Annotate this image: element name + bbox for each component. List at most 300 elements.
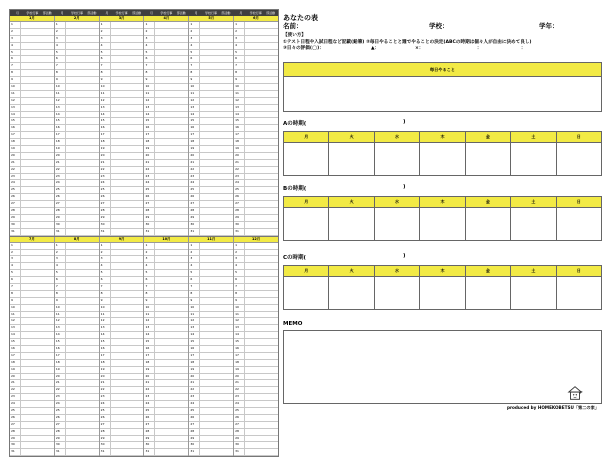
day-row[interactable] — [55, 270, 99, 277]
day-row[interactable] — [189, 312, 233, 319]
day-entry-cell[interactable] — [245, 367, 278, 373]
weekday-entry-cell[interactable] — [329, 208, 373, 240]
day-entry-cell[interactable] — [66, 167, 99, 173]
day-row[interactable] — [10, 243, 54, 250]
day-row[interactable] — [189, 112, 233, 119]
day-entry-cell[interactable] — [200, 167, 233, 173]
day-row[interactable] — [189, 132, 233, 139]
day-row[interactable] — [10, 263, 54, 270]
day-row[interactable] — [55, 215, 99, 222]
day-entry-cell[interactable] — [21, 36, 54, 42]
day-entry-cell[interactable] — [21, 84, 54, 90]
day-row[interactable] — [100, 360, 144, 367]
day-entry-cell[interactable] — [200, 408, 233, 414]
day-entry-cell[interactable] — [21, 346, 54, 352]
day-entry-cell[interactable] — [200, 339, 233, 345]
day-row[interactable] — [144, 125, 188, 132]
day-entry-cell[interactable] — [66, 387, 99, 393]
day-entry-cell[interactable] — [155, 263, 188, 269]
day-row[interactable] — [234, 174, 278, 181]
day-row[interactable] — [234, 132, 278, 139]
day-row[interactable] — [234, 353, 278, 360]
day-entry-cell[interactable] — [111, 36, 144, 42]
day-entry-cell[interactable] — [21, 360, 54, 366]
day-row[interactable] — [10, 442, 54, 449]
day-row[interactable] — [144, 139, 188, 146]
day-entry-cell[interactable] — [111, 208, 144, 214]
day-row[interactable] — [10, 180, 54, 187]
day-entry-cell[interactable] — [21, 291, 54, 297]
day-row[interactable] — [144, 118, 188, 125]
day-row[interactable] — [55, 318, 99, 325]
day-row[interactable] — [189, 22, 233, 29]
day-row[interactable] — [10, 229, 54, 236]
day-entry-cell[interactable] — [21, 277, 54, 283]
day-entry-cell[interactable] — [245, 112, 278, 118]
day-entry-cell[interactable] — [66, 346, 99, 352]
day-entry-cell[interactable] — [200, 63, 233, 69]
day-entry-cell[interactable] — [155, 91, 188, 97]
day-entry-cell[interactable] — [66, 305, 99, 311]
day-row[interactable] — [234, 291, 278, 298]
day-entry-cell[interactable] — [21, 29, 54, 35]
day-entry-cell[interactable] — [66, 77, 99, 83]
day-entry-cell[interactable] — [155, 367, 188, 373]
day-row[interactable] — [144, 36, 188, 43]
day-entry-cell[interactable] — [245, 353, 278, 359]
day-entry-cell[interactable] — [111, 132, 144, 138]
day-row[interactable] — [10, 408, 54, 415]
day-row[interactable] — [10, 298, 54, 305]
day-entry-cell[interactable] — [155, 332, 188, 338]
day-row[interactable] — [189, 298, 233, 305]
day-row[interactable] — [234, 387, 278, 394]
day-entry-cell[interactable] — [200, 332, 233, 338]
day-entry-cell[interactable] — [66, 146, 99, 152]
day-row[interactable] — [189, 208, 233, 215]
day-row[interactable] — [10, 367, 54, 374]
day-entry-cell[interactable] — [66, 160, 99, 166]
day-row[interactable] — [189, 394, 233, 401]
day-entry-cell[interactable] — [155, 174, 188, 180]
day-entry-cell[interactable] — [245, 222, 278, 228]
day-row[interactable] — [100, 50, 144, 57]
day-entry-cell[interactable] — [66, 394, 99, 400]
day-row[interactable] — [144, 222, 188, 229]
day-row[interactable] — [55, 208, 99, 215]
day-row[interactable] — [55, 194, 99, 201]
day-row[interactable] — [144, 29, 188, 36]
day-row[interactable] — [100, 442, 144, 449]
day-entry-cell[interactable] — [155, 77, 188, 83]
day-entry-cell[interactable] — [200, 84, 233, 90]
day-entry-cell[interactable] — [21, 174, 54, 180]
day-entry-cell[interactable] — [200, 112, 233, 118]
day-row[interactable] — [100, 229, 144, 236]
day-entry-cell[interactable] — [155, 408, 188, 414]
day-entry-cell[interactable] — [21, 284, 54, 290]
weekday-entry-cell[interactable] — [557, 208, 601, 240]
day-entry-cell[interactable] — [111, 84, 144, 90]
day-row[interactable] — [55, 153, 99, 160]
day-row[interactable] — [189, 194, 233, 201]
day-row[interactable] — [189, 325, 233, 332]
day-entry-cell[interactable] — [21, 194, 54, 200]
day-entry-cell[interactable] — [111, 284, 144, 290]
day-entry-cell[interactable] — [66, 408, 99, 414]
day-entry-cell[interactable] — [111, 401, 144, 407]
weekday-entry-cell[interactable] — [284, 208, 328, 240]
day-entry-cell[interactable] — [111, 77, 144, 83]
day-row[interactable] — [100, 408, 144, 415]
day-entry-cell[interactable] — [66, 98, 99, 104]
day-row[interactable] — [144, 277, 188, 284]
day-entry-cell[interactable] — [21, 436, 54, 442]
day-entry-cell[interactable] — [245, 194, 278, 200]
day-row[interactable] — [10, 29, 54, 36]
day-row[interactable] — [10, 256, 54, 263]
day-entry-cell[interactable] — [200, 194, 233, 200]
day-entry-cell[interactable] — [245, 56, 278, 62]
day-row[interactable] — [234, 408, 278, 415]
day-row[interactable] — [100, 98, 144, 105]
day-row[interactable] — [234, 167, 278, 174]
day-row[interactable] — [10, 436, 54, 443]
day-row[interactable] — [10, 270, 54, 277]
day-row[interactable] — [55, 408, 99, 415]
day-entry-cell[interactable] — [200, 250, 233, 256]
day-row[interactable] — [100, 105, 144, 112]
day-entry-cell[interactable] — [155, 353, 188, 359]
day-row[interactable] — [189, 353, 233, 360]
day-row[interactable] — [234, 160, 278, 167]
day-row[interactable] — [189, 118, 233, 125]
day-entry-cell[interactable] — [66, 118, 99, 124]
day-row[interactable] — [144, 442, 188, 449]
day-entry-cell[interactable] — [66, 153, 99, 159]
day-entry-cell[interactable] — [245, 180, 278, 186]
day-entry-cell[interactable] — [155, 374, 188, 380]
day-entry-cell[interactable] — [200, 284, 233, 290]
day-entry-cell[interactable] — [200, 325, 233, 331]
day-row[interactable] — [10, 415, 54, 422]
day-entry-cell[interactable] — [155, 56, 188, 62]
day-entry-cell[interactable] — [245, 284, 278, 290]
day-row[interactable] — [100, 270, 144, 277]
day-row[interactable] — [55, 291, 99, 298]
day-row[interactable] — [100, 263, 144, 270]
day-entry-cell[interactable] — [155, 187, 188, 193]
day-row[interactable] — [234, 401, 278, 408]
day-entry-cell[interactable] — [200, 201, 233, 207]
day-row[interactable] — [100, 318, 144, 325]
day-entry-cell[interactable] — [21, 263, 54, 269]
weekday-entry-cell[interactable] — [511, 208, 555, 240]
day-entry-cell[interactable] — [111, 118, 144, 124]
day-row[interactable] — [144, 160, 188, 167]
day-entry-cell[interactable] — [111, 153, 144, 159]
day-entry-cell[interactable] — [66, 194, 99, 200]
day-entry-cell[interactable] — [155, 70, 188, 76]
day-row[interactable] — [234, 380, 278, 387]
day-entry-cell[interactable] — [21, 325, 54, 331]
day-entry-cell[interactable] — [111, 250, 144, 256]
day-entry-cell[interactable] — [200, 160, 233, 166]
weekday-entry-cell[interactable] — [511, 277, 555, 309]
day-row[interactable] — [234, 125, 278, 132]
day-row[interactable] — [10, 449, 54, 456]
day-row[interactable] — [234, 118, 278, 125]
day-entry-cell[interactable] — [245, 84, 278, 90]
day-entry-cell[interactable] — [21, 318, 54, 324]
day-row[interactable] — [144, 422, 188, 429]
day-row[interactable] — [100, 43, 144, 50]
day-row[interactable] — [144, 332, 188, 339]
day-entry-cell[interactable] — [111, 201, 144, 207]
day-row[interactable] — [100, 167, 144, 174]
day-entry-cell[interactable] — [155, 250, 188, 256]
day-entry-cell[interactable] — [155, 146, 188, 152]
day-row[interactable] — [55, 50, 99, 57]
day-row[interactable] — [10, 401, 54, 408]
day-row[interactable] — [100, 305, 144, 312]
day-entry-cell[interactable] — [66, 91, 99, 97]
day-row[interactable] — [189, 84, 233, 91]
day-entry-cell[interactable] — [245, 318, 278, 324]
day-entry-cell[interactable] — [21, 415, 54, 421]
day-entry-cell[interactable] — [111, 222, 144, 228]
day-entry-cell[interactable] — [111, 305, 144, 311]
day-entry-cell[interactable] — [245, 408, 278, 414]
day-entry-cell[interactable] — [21, 160, 54, 166]
day-entry-cell[interactable] — [245, 187, 278, 193]
day-entry-cell[interactable] — [21, 298, 54, 304]
day-row[interactable] — [189, 29, 233, 36]
day-entry-cell[interactable] — [155, 394, 188, 400]
day-entry-cell[interactable] — [21, 353, 54, 359]
day-entry-cell[interactable] — [245, 36, 278, 42]
day-row[interactable] — [100, 146, 144, 153]
day-entry-cell[interactable] — [66, 374, 99, 380]
day-entry-cell[interactable] — [155, 105, 188, 111]
day-row[interactable] — [55, 387, 99, 394]
day-row[interactable] — [144, 256, 188, 263]
day-row[interactable] — [10, 380, 54, 387]
day-entry-cell[interactable] — [66, 250, 99, 256]
day-row[interactable] — [234, 442, 278, 449]
day-row[interactable] — [189, 125, 233, 132]
day-entry-cell[interactable] — [111, 43, 144, 49]
day-entry-cell[interactable] — [111, 174, 144, 180]
day-row[interactable] — [55, 77, 99, 84]
day-entry-cell[interactable] — [155, 243, 188, 249]
day-row[interactable] — [234, 194, 278, 201]
day-row[interactable] — [144, 394, 188, 401]
day-entry-cell[interactable] — [245, 22, 278, 28]
day-row[interactable] — [55, 174, 99, 181]
day-row[interactable] — [10, 277, 54, 284]
day-entry-cell[interactable] — [155, 442, 188, 448]
day-row[interactable] — [55, 139, 99, 146]
day-row[interactable] — [144, 353, 188, 360]
day-entry-cell[interactable] — [21, 387, 54, 393]
day-row[interactable] — [189, 229, 233, 236]
day-entry-cell[interactable] — [200, 401, 233, 407]
day-entry-cell[interactable] — [111, 167, 144, 173]
day-row[interactable] — [234, 332, 278, 339]
day-entry-cell[interactable] — [21, 201, 54, 207]
day-row[interactable] — [144, 77, 188, 84]
day-entry-cell[interactable] — [21, 70, 54, 76]
day-row[interactable] — [55, 436, 99, 443]
day-row[interactable] — [55, 243, 99, 250]
day-entry-cell[interactable] — [111, 229, 144, 235]
day-row[interactable] — [55, 374, 99, 381]
day-entry-cell[interactable] — [66, 180, 99, 186]
day-entry-cell[interactable] — [245, 387, 278, 393]
day-entry-cell[interactable] — [200, 449, 233, 455]
day-row[interactable] — [10, 174, 54, 181]
day-row[interactable] — [10, 77, 54, 84]
day-row[interactable] — [189, 167, 233, 174]
day-row[interactable] — [55, 367, 99, 374]
day-row[interactable] — [100, 174, 144, 181]
day-row[interactable] — [100, 387, 144, 394]
day-row[interactable] — [144, 132, 188, 139]
day-row[interactable] — [234, 374, 278, 381]
day-entry-cell[interactable] — [155, 139, 188, 145]
day-row[interactable] — [10, 208, 54, 215]
day-row[interactable] — [144, 325, 188, 332]
day-entry-cell[interactable] — [200, 222, 233, 228]
day-entry-cell[interactable] — [111, 318, 144, 324]
day-entry-cell[interactable] — [66, 187, 99, 193]
day-row[interactable] — [100, 29, 144, 36]
day-entry-cell[interactable] — [21, 229, 54, 235]
day-entry-cell[interactable] — [245, 50, 278, 56]
day-row[interactable] — [10, 167, 54, 174]
day-row[interactable] — [234, 180, 278, 187]
day-entry-cell[interactable] — [66, 139, 99, 145]
weekday-entry-cell[interactable] — [375, 277, 419, 309]
day-entry-cell[interactable] — [155, 201, 188, 207]
day-entry-cell[interactable] — [21, 332, 54, 338]
day-row[interactable] — [189, 284, 233, 291]
day-entry-cell[interactable] — [111, 125, 144, 131]
day-row[interactable] — [100, 394, 144, 401]
day-row[interactable] — [189, 180, 233, 187]
day-row[interactable] — [55, 36, 99, 43]
day-entry-cell[interactable] — [111, 277, 144, 283]
day-entry-cell[interactable] — [111, 449, 144, 455]
day-entry-cell[interactable] — [200, 125, 233, 131]
day-row[interactable] — [144, 91, 188, 98]
day-entry-cell[interactable] — [111, 91, 144, 97]
weekday-entry-cell[interactable] — [329, 143, 373, 175]
day-entry-cell[interactable] — [200, 387, 233, 393]
day-row[interactable] — [189, 77, 233, 84]
day-row[interactable] — [189, 153, 233, 160]
day-row[interactable] — [10, 422, 54, 429]
day-row[interactable] — [10, 194, 54, 201]
day-entry-cell[interactable] — [111, 243, 144, 249]
day-row[interactable] — [234, 29, 278, 36]
day-entry-cell[interactable] — [200, 98, 233, 104]
day-entry-cell[interactable] — [245, 298, 278, 304]
day-row[interactable] — [144, 436, 188, 443]
day-entry-cell[interactable] — [66, 84, 99, 90]
weekday-entry-cell[interactable] — [466, 208, 510, 240]
day-entry-cell[interactable] — [66, 401, 99, 407]
day-row[interactable] — [144, 229, 188, 236]
day-row[interactable] — [100, 222, 144, 229]
weekday-entry-cell[interactable] — [375, 143, 419, 175]
day-row[interactable] — [144, 105, 188, 112]
day-entry-cell[interactable] — [21, 408, 54, 414]
day-row[interactable] — [55, 63, 99, 70]
day-entry-cell[interactable] — [245, 380, 278, 386]
day-row[interactable] — [189, 105, 233, 112]
day-entry-cell[interactable] — [111, 360, 144, 366]
day-row[interactable] — [55, 187, 99, 194]
day-entry-cell[interactable] — [111, 387, 144, 393]
day-row[interactable] — [55, 339, 99, 346]
day-row[interactable] — [234, 187, 278, 194]
day-row[interactable] — [189, 339, 233, 346]
day-row[interactable] — [10, 353, 54, 360]
day-row[interactable] — [234, 263, 278, 270]
day-entry-cell[interactable] — [66, 56, 99, 62]
day-row[interactable] — [100, 36, 144, 43]
day-row[interactable] — [10, 250, 54, 257]
day-row[interactable] — [100, 118, 144, 125]
day-entry-cell[interactable] — [155, 449, 188, 455]
day-entry-cell[interactable] — [21, 77, 54, 83]
day-entry-cell[interactable] — [66, 277, 99, 283]
day-entry-cell[interactable] — [66, 353, 99, 359]
day-row[interactable] — [189, 187, 233, 194]
day-row[interactable] — [10, 56, 54, 63]
day-row[interactable] — [100, 312, 144, 319]
day-entry-cell[interactable] — [66, 312, 99, 318]
day-entry-cell[interactable] — [245, 208, 278, 214]
day-entry-cell[interactable] — [111, 263, 144, 269]
day-row[interactable] — [189, 36, 233, 43]
day-entry-cell[interactable] — [111, 325, 144, 331]
day-row[interactable] — [189, 305, 233, 312]
day-row[interactable] — [234, 91, 278, 98]
day-entry-cell[interactable] — [21, 63, 54, 69]
day-row[interactable] — [234, 449, 278, 456]
day-entry-cell[interactable] — [155, 291, 188, 297]
day-row[interactable] — [189, 408, 233, 415]
day-entry-cell[interactable] — [245, 105, 278, 111]
day-entry-cell[interactable] — [245, 146, 278, 152]
day-entry-cell[interactable] — [111, 112, 144, 118]
day-row[interactable] — [55, 353, 99, 360]
day-row[interactable] — [55, 256, 99, 263]
day-entry-cell[interactable] — [66, 436, 99, 442]
day-row[interactable] — [10, 201, 54, 208]
day-entry-cell[interactable] — [155, 167, 188, 173]
day-entry-cell[interactable] — [21, 339, 54, 345]
day-entry-cell[interactable] — [200, 436, 233, 442]
day-row[interactable] — [55, 132, 99, 139]
day-row[interactable] — [189, 367, 233, 374]
day-row[interactable] — [100, 153, 144, 160]
day-entry-cell[interactable] — [155, 387, 188, 393]
day-entry-cell[interactable] — [21, 98, 54, 104]
